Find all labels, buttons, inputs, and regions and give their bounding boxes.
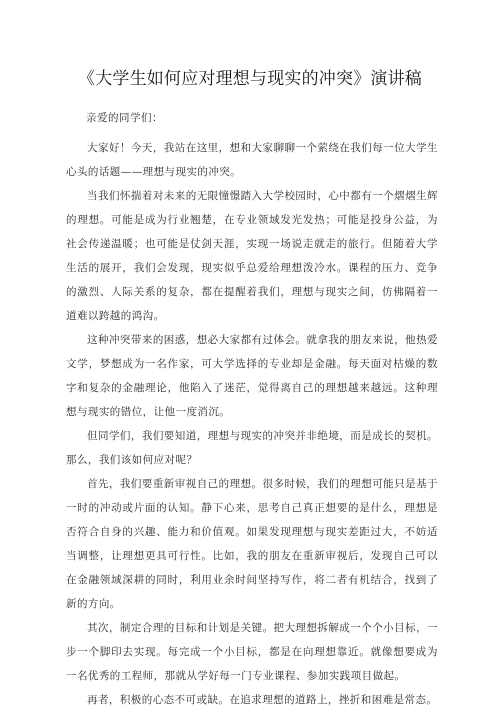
paragraph-6: 其次，制定合理的目标和计划是关键。把大理想拆解成一个个小目标，一步一个脚印去实现。每完成一个小目标，都是在向理想靠近。就像想要成为一名优秀的工程师，那就从学好每一门专业课程、参加实践项目做起。	[66, 622, 438, 682]
paragraph-7: 再者，积极的心态不可或缺。在追求理想的道路上，挫折和困难是常态。	[87, 694, 438, 706]
paragraph-4: 但同学们，我们要知道，理想与现实的冲突并非绝境，而是成长的契机。那么，我们该如何应对呢？	[66, 430, 438, 466]
paragraph-5: 首先，我们要重新审视自己的理想。很多时候，我们的理想可能只是基于一时的冲动或片面的认知。静下心来，思考自己真正想要的是什么，理想是否符合自身的兴趣、能力和价值观。如果发现理想与现实差距过大，不妨适当调整，让理想更具可行性。比如，我的朋友在重新审视后，发现自己可以在金融领域深耕的同时，利用业余时间坚持写作，将二者有机结合，找到了新的方向。	[66, 478, 438, 610]
paragraph-3: 这种冲突带来的困惑，想必大家都有过体会。就拿我的朋友来说，他热爱文学，梦想成为一名作家，可大学选择的专业却是金融。每天面对枯燥的数字和复杂的金融理论，他陷入了迷茫，觉得离自己的理想越来越远。这种理想与现实的错位，让他一度消沉。	[66, 334, 438, 418]
document-body	[66, 106, 438, 712]
paragraph-1: 大家好！今天，我站在这里，想和大家聊聊一个萦绕在我们每一位大学生心头的话题——理想与现实的冲突。	[66, 142, 438, 178]
salutation: 亲爱的同学们：	[86, 112, 163, 124]
document-title: 《大学生如何应对理想与现实的冲突》演讲稿	[78, 69, 422, 89]
paragraph-2: 当我们怀揣着对未来的无限憧憬踏入大学校园时，心中都有一个熠熠生辉的理想。可能是成为行业翘楚，在专业领域发光发热；可能是投身公益，为社会传递温暖；也可能是仗剑天涯，实现一场说走就走的旅行。但随着大学生活的展开，我们会发现，现实似乎总爱给理想泼冷水。课程的压力、竞争的激烈、人际关系的复杂，都在提醒着我们，理想与现实之间，仿佛隔着一道难以跨越的鸿沟。	[66, 190, 438, 322]
